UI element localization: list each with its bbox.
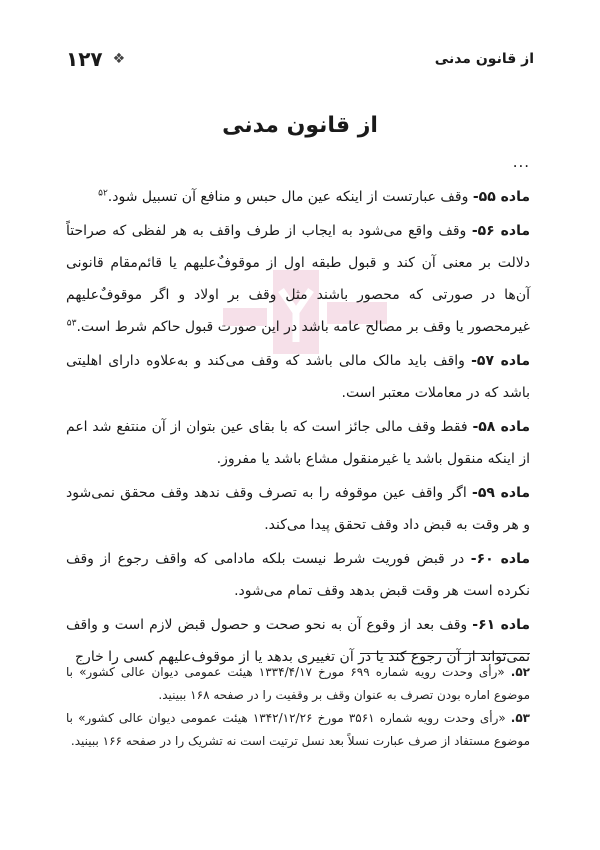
- footnote-text: «رأی وحدت رویه شماره ۶۹۹ مورخ ۱۳۳۴/۴/۱۷ هیئت عمومی دیوان عالی کشور» با موضوع اماره بودن تصرف به عنوان وقف بر وقفیت را در صفحه ۱۶۸ ببینید.: [66, 665, 530, 702]
- footnote-number: ۵۳.: [510, 711, 531, 725]
- page-number: ۱۲۷: [66, 47, 103, 71]
- omission-ellipsis: ...: [512, 153, 530, 171]
- article-label: ماده ۵۹-: [472, 485, 531, 501]
- article-text: واقف باید مالک مالی باشد که وقف می‌کند و به‌علاوه دارای اهلیتی باشد که در معاملات معتبر است.: [66, 353, 530, 401]
- article-56: [66, 215, 530, 343]
- article-text: در قبض فوریت شرط نیست بلکه مادامی که واقف رجوع از وقف نکرده است هر وقت قبض بدهد وقف تمام می‌شود.: [66, 551, 530, 599]
- article-label: ماده ۵۶-: [471, 223, 531, 239]
- article-60: [66, 543, 530, 607]
- footnote-divider: [360, 653, 530, 654]
- article-text: وقف بعد از وقوع آن به نحو صحت و حصول قبض لازم است و واقف نمی‌تواند از آن رجوع کند یا در آن تغییری بدهد یا از موقوف‌علیهم کسی را خارج: [66, 617, 530, 665]
- article-text: فقط وقف مالی جائز است که با بقای عین بتوان از آن منتفع شد اعم از اینکه منقول باشد یا غیرمنقول مشاع باشد یا مفروز.: [66, 419, 530, 467]
- footnote-ref: ۵۳: [66, 318, 77, 329]
- article-text: اگر واقف عین موقوفه را به تصرف وقف ندهد وقف محقق نمی‌شود و هر وقت به قبض داد وقف تحقق پیدا می‌کند.: [66, 485, 530, 533]
- ornament-icon: ❖: [112, 51, 126, 67]
- article-label: ماده ۶۰-: [470, 551, 531, 567]
- footnote-text: «رأی وحدت رویه شماره ۳۵۶۱ مورخ ۱۳۴۲/۱۲/۲۶ هیئت عمومی دیوان عالی کشور» با موضوع مستفاد از صرف عبارت نسلاً بعد نسل ترتیت است نه تشریک را در صفحه ۱۶۶ ببینید.: [66, 711, 530, 748]
- footnote-53: [66, 707, 530, 753]
- article-list: [66, 181, 530, 675]
- article-label: ماده ۶۱-: [472, 617, 531, 633]
- footnote-number: ۵۲.: [510, 665, 531, 679]
- footnote-52: [66, 661, 530, 707]
- article-label: ماده ۵۸-: [472, 419, 530, 435]
- chapter-title: از قانون مدنی: [222, 113, 378, 138]
- footnote-ref: ۵۲: [98, 188, 108, 199]
- article-text: وقف واقع می‌شود به ایجاب از طرف واقف به هر لفظی که صراحتاً دلالت بر معنی آن کند و قبول طبقه اول از موقوفٌ‌علیهم یا قائم‌مقام قانونی آن‌ها در صورتی که محصور باشند مثل وقف بر اولاد و اگر موقوفٌ‌علیهم غیرمحصور یا وقف بر مصالح عامه باشد در این صورت قبول حاکم شرط است.: [66, 223, 530, 335]
- header-page-group: [66, 47, 125, 71]
- running-header: [66, 44, 534, 74]
- article-59: [66, 477, 530, 541]
- article-55: [66, 181, 530, 213]
- article-58: [66, 411, 530, 475]
- article-label: ماده ۵۷-: [471, 353, 530, 369]
- article-label: ماده ۵۵-: [472, 189, 530, 205]
- article-57: [66, 345, 530, 409]
- article-text: وقف عبارتست از اینکه عین مال حبس و منافع آن تسبیل شود.: [107, 189, 473, 205]
- header-title: از قانون مدنی: [434, 51, 534, 67]
- footnotes: [66, 661, 530, 753]
